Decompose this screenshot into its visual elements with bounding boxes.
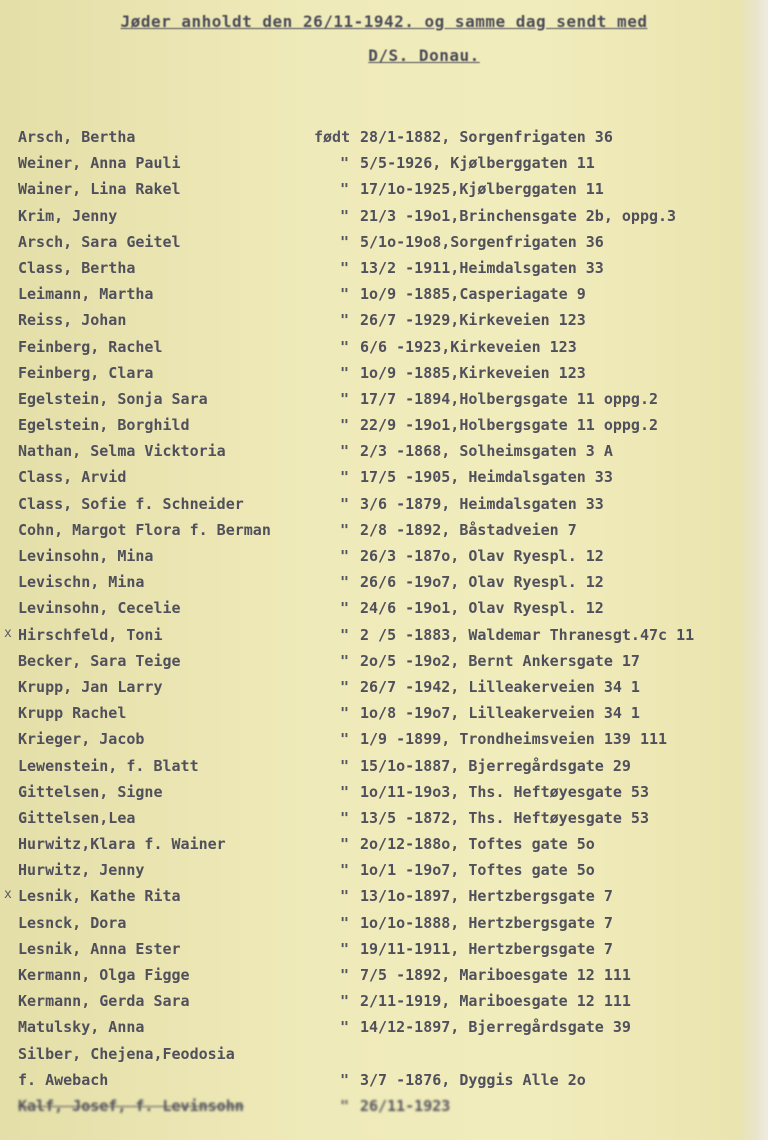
person-name: Lewenstein, f. Blatt <box>18 756 199 775</box>
birth-date-address: 2/11-1919, Mariboesgate 12 111 <box>360 992 631 1011</box>
person-name: Levischn, Mina <box>18 573 145 592</box>
ditto-mark: " <box>340 992 350 1011</box>
person-name: Lesnik, Kathe Rita <box>18 887 181 906</box>
birth-date-address: 3/6 -1879, Heimdalsgaten 33 <box>360 494 604 513</box>
list-item <box>0 207 768 233</box>
list-item <box>0 652 768 678</box>
ditto-mark: " <box>340 311 350 330</box>
person-name: Krupp, Jan Larry <box>18 677 163 696</box>
list-item <box>0 154 768 180</box>
list-item <box>0 757 768 783</box>
ditto-mark: " <box>340 782 350 801</box>
ditto-mark: " <box>340 1096 350 1115</box>
list-item <box>0 861 768 887</box>
list-item <box>0 704 768 730</box>
birth-date-address: 6/6 -1923,Kirkeveien 123 <box>360 337 577 356</box>
person-name: f. Awebach <box>18 1070 109 1089</box>
person-name: Feinberg, Clara <box>18 363 154 382</box>
list-item <box>0 390 768 416</box>
ditto-mark: " <box>340 625 350 644</box>
ditto-mark: " <box>340 939 350 958</box>
list-item <box>0 914 768 940</box>
person-name: Matulsky, Anna <box>18 1018 145 1037</box>
person-name: Hirschfeld, Toni <box>18 625 163 644</box>
birth-date-address: 2o/12-188o, Toftes gate 5o <box>360 835 595 854</box>
list-item <box>0 180 768 206</box>
list-item <box>0 364 768 390</box>
person-name: Feinberg, Rachel <box>18 337 163 356</box>
birth-date-address: 2 /5 -1883, Waldemar Thranesgt.47c 11 <box>360 625 695 644</box>
ditto-mark: " <box>340 756 350 775</box>
person-name: Arsch, Bertha <box>18 128 136 146</box>
ditto-mark: " <box>340 258 350 277</box>
ditto-mark: " <box>340 573 350 592</box>
ditto-mark: " <box>340 389 350 408</box>
birth-date-address: 14/12-1897, Bjerregårdsgate 39 <box>360 1018 631 1037</box>
ditto-mark: " <box>340 180 350 199</box>
person-name: Lesnik, Anna Ester <box>18 939 181 958</box>
person-name: Hurwitz,Klara f. Wainer <box>18 835 226 854</box>
list-item <box>0 1018 768 1044</box>
person-name: Reiss, Johan <box>18 311 127 330</box>
ditto-mark: " <box>340 520 350 539</box>
document-subheading: D/S. Donau. <box>368 46 480 65</box>
list-item <box>0 887 768 913</box>
list-item <box>0 233 768 259</box>
person-name: Kermann, Olga Figge <box>18 966 190 984</box>
list-item <box>0 730 768 756</box>
ditto-mark: " <box>340 1070 350 1089</box>
list-item <box>0 259 768 285</box>
ditto-mark: " <box>340 1018 350 1037</box>
person-name: Class, Sofie f. Schneider <box>18 494 244 513</box>
list-item <box>0 338 768 364</box>
birth-date-address: 22/9 -19o1,Holbergsgate 11 oppg.2 <box>360 416 659 435</box>
birth-date-address: 1o/9 -1885,Casperiagate 9 <box>360 285 586 304</box>
ditto-mark: " <box>340 599 350 618</box>
ditto-mark: " <box>340 468 350 487</box>
person-name: Arsch, Sara Geitel <box>18 232 181 251</box>
birth-date-address: 1o/8 -19o7, Lilleakerveien 34 1 <box>360 704 640 723</box>
person-name: Levinsohn, Mina <box>18 547 154 565</box>
birth-date-address: 1o/9 -1885,Kirkeveien 123 <box>360 363 586 382</box>
list-item <box>0 966 768 992</box>
person-name: Levinsohn, Cecelie <box>18 599 181 618</box>
birth-date-address: 2/8 -1892, Båstadveien 7 <box>360 520 577 539</box>
ditto-mark: " <box>340 913 350 932</box>
margin-mark: x <box>4 887 12 903</box>
ditto-mark: " <box>340 337 350 356</box>
birth-date-address: 17/1o-1925,Kjølberggaten 11 <box>360 180 604 199</box>
birth-date-address: 26/6 -19o7, Olav Ryespl. 12 <box>360 573 604 592</box>
ditto-mark: " <box>340 206 350 225</box>
ditto-mark: " <box>340 154 350 173</box>
person-name: Gittelsen, Signe <box>18 782 163 801</box>
person-name: Egelstein, Borghild <box>18 416 190 435</box>
list-item <box>0 599 768 625</box>
person-name: Cohn, Margot Flora f. Berman <box>18 520 271 539</box>
ditto-mark: " <box>340 887 350 906</box>
ditto-mark: " <box>340 730 350 749</box>
ditto-mark: " <box>340 416 350 435</box>
birth-date-address: 2/3 -1868, Solheimsgaten 3 A <box>360 442 613 461</box>
list-item <box>0 521 768 547</box>
person-name: Gittelsen,Lea <box>18 808 136 827</box>
birth-date-address: 1o/1 -19o7, Toftes gate 5o <box>360 861 595 880</box>
birth-date-address: 21/3 -19o1,Brinchensgate 2b, oppg.3 <box>360 206 677 225</box>
ditto-mark: " <box>340 363 350 382</box>
person-name: Class, Bertha <box>18 258 136 277</box>
list-item <box>0 835 768 861</box>
person-name: Wainer, Lina Rakel <box>18 180 181 199</box>
list-item <box>0 992 768 1018</box>
birth-date-address: 1o/1o-1888, Hertzbergsgate 7 <box>360 913 613 932</box>
birth-date-address: 13/5 -1872, Ths. Heftøyesgate 53 <box>360 808 649 827</box>
list-item <box>0 678 768 704</box>
list-item <box>0 809 768 835</box>
ditto-mark: " <box>340 442 350 461</box>
list-item <box>0 128 768 154</box>
list-item <box>0 416 768 442</box>
list-item <box>0 311 768 337</box>
person-name: Silber, Chejena,Feodosia <box>18 1044 235 1063</box>
ditto-mark: " <box>340 861 350 880</box>
person-name: Leimann, Martha <box>18 285 154 304</box>
birth-date-address: 1o/11-19o3, Ths. Heftøyesgate 53 <box>360 782 649 801</box>
person-name: Kalf, Josef, f. Levinsohn <box>18 1096 244 1115</box>
birth-date-address: 13/1o-1897, Hertzbergsgate 7 <box>360 887 613 906</box>
ditto-mark: " <box>340 651 350 670</box>
birth-date-address: 26/11-1923 <box>360 1096 451 1115</box>
ditto-mark: " <box>340 704 350 723</box>
ditto-mark: " <box>340 232 350 251</box>
list-item <box>0 573 768 599</box>
list-item <box>0 442 768 468</box>
birth-date-address: 26/7 -1929,Kirkeveien 123 <box>360 311 586 330</box>
ditto-mark: " <box>340 966 350 984</box>
person-name: Weiner, Anna Pauli <box>18 154 181 173</box>
person-name: Krim, Jenny <box>18 206 118 225</box>
list-item <box>0 495 768 521</box>
document-heading: Jøder anholdt den 26/11-1942. og samme dag sendt med <box>120 12 648 31</box>
person-name: Class, Arvid <box>18 468 127 487</box>
person-list <box>0 128 768 1123</box>
list-item <box>0 468 768 494</box>
birth-date-address: 24/6 -19o1, Olav Ryespl. 12 <box>360 599 604 618</box>
birth-date-address: 13/2 -1911,Heimdalsgaten 33 <box>360 258 604 277</box>
birth-date-address: 26/3 -187o, Olav Ryespl. 12 <box>360 547 604 565</box>
ditto-mark: " <box>340 547 350 565</box>
list-item <box>0 1097 768 1123</box>
list-item <box>0 547 768 573</box>
birth-date-address: 7/5 -1892, Mariboesgate 12 111 <box>360 966 631 984</box>
person-name: Hurwitz, Jenny <box>18 861 145 880</box>
person-name: Egelstein, Sonja Sara <box>18 389 208 408</box>
birth-date-address: 3/7 -1876, Dyggis Alle 2o <box>360 1070 586 1089</box>
birth-date-address: 5/1o-19o8,Sorgenfrigaten 36 <box>360 232 604 251</box>
ditto-mark: " <box>340 808 350 827</box>
birth-date-address: 17/7 -1894,Holbergsgate 11 oppg.2 <box>360 389 659 408</box>
list-item <box>0 1045 768 1071</box>
birth-date-address: 19/11-1911, Hertzbergsgate 7 <box>360 939 613 958</box>
birth-date-address: 17/5 -1905, Heimdalsgaten 33 <box>360 468 613 487</box>
person-name: Kermann, Gerda Sara <box>18 992 190 1011</box>
birth-date-address: 5/5-1926, Kjølberggaten 11 <box>360 154 595 173</box>
birth-date-address: 15/1o-1887, Bjerregårdsgate 29 <box>360 756 631 775</box>
birth-date-address: 28/1-1882, Sorgenfrigaten 36 <box>360 128 613 146</box>
birth-date-address: 1/9 -1899, Trondheimsveien 139 111 <box>360 730 668 749</box>
ditto-mark: " <box>340 285 350 304</box>
birth-date-address: 26/7 -1942, Lilleakerveien 34 1 <box>360 677 640 696</box>
list-item <box>0 1071 768 1097</box>
born-label: født <box>314 128 351 146</box>
person-name: Krieger, Jacob <box>18 730 145 749</box>
list-item <box>0 940 768 966</box>
ditto-mark: " <box>340 677 350 696</box>
list-item <box>0 285 768 311</box>
list-item <box>0 626 768 652</box>
person-name: Krupp Rachel <box>18 704 127 723</box>
birth-date-address: 2o/5 -19o2, Bernt Ankersgate 17 <box>360 651 640 670</box>
list-item <box>0 783 768 809</box>
ditto-mark: " <box>340 835 350 854</box>
ditto-mark: " <box>340 494 350 513</box>
person-name: Nathan, Selma Vicktoria <box>18 442 226 461</box>
person-name: Lesnck, Dora <box>18 913 127 932</box>
margin-mark: x <box>4 625 12 641</box>
person-name: Becker, Sara Teige <box>18 651 181 670</box>
